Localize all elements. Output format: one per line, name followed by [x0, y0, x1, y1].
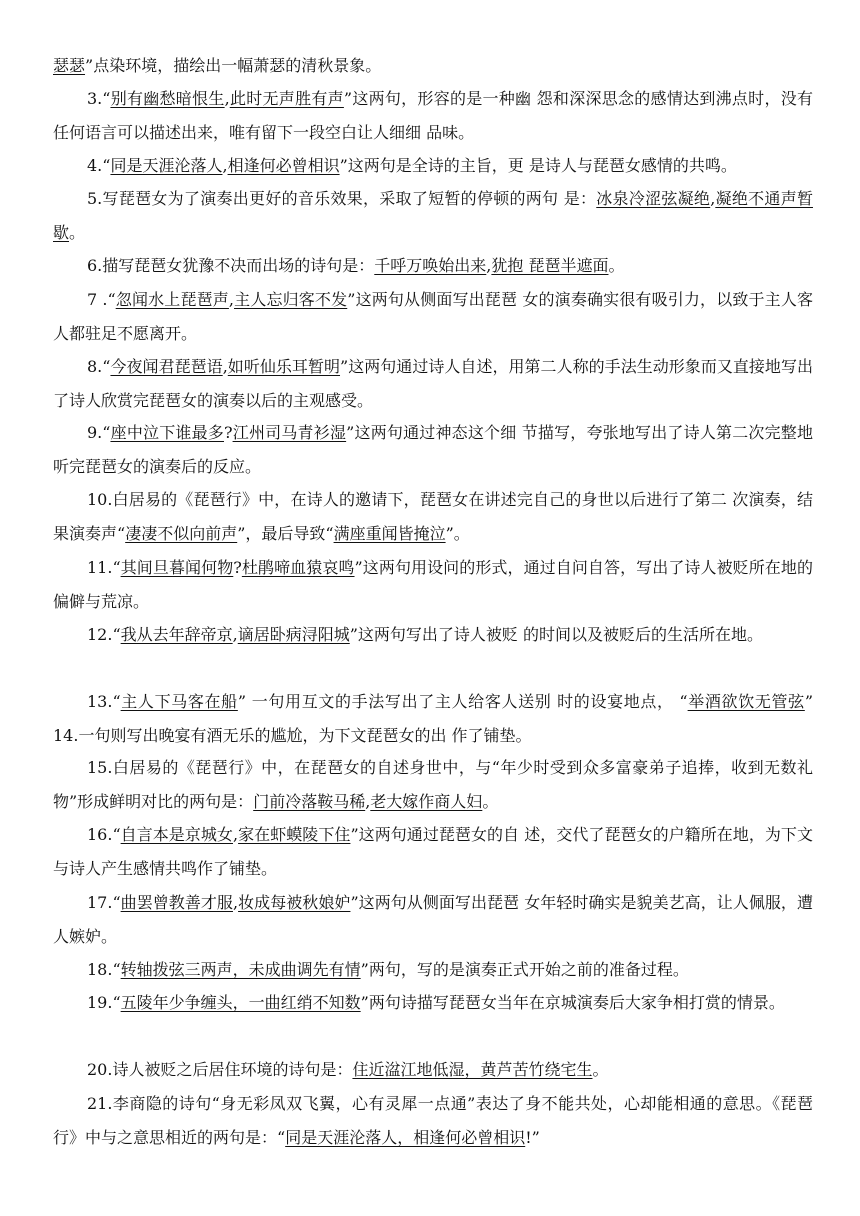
paragraph-item-19 [53, 986, 813, 1020]
underlined-answer: 冰泉冷涩弦凝绝 [596, 189, 711, 208]
paragraph-text: 。 [592, 1060, 609, 1079]
paragraph-text: ”这两句从侧面写出琵琶 女年轻时确实是貌美艺高，让人佩服，遭人嫉妒。 [53, 893, 813, 946]
paragraph-text: , [232, 625, 238, 644]
underlined-answer: 曲罢曾教善才服 [120, 893, 233, 912]
underlined-answer: 忽闻水上琵琶声 [115, 290, 229, 309]
underlined-answer: 此时无声胜有声 [229, 89, 344, 108]
paragraph-text: 5.写琵琶女为了演奏出更好的音乐效果，采取了短暂的停顿的两句 是： [87, 189, 597, 208]
paragraph-text: 10.白居易的《琵琶行》中，在诗人的邀请下，琵琶女在讲述完自己的身世以后进行了第二 次演奏，结果演奏声“ [53, 490, 813, 543]
paragraph-text: 16.“ [87, 825, 121, 844]
paragraph-text: ”，最后导致“ [237, 524, 334, 543]
underlined-answer: 同是天涯沦落人 [110, 156, 223, 175]
paragraph-text: , [222, 156, 228, 175]
paragraph-text: ”这两句是全诗的主旨，更 是诗人与琵琶女感情的共鸣。 [339, 156, 737, 175]
paragraph-item-18 [53, 953, 813, 987]
paragraph-text: ”两句，写的是演奏正式开始之前的准备过程。 [360, 960, 689, 979]
paragraph-text: 7 .“ [87, 290, 116, 309]
paragraph-text: ”这两句用设问的形式，通过自问自答，写出了诗人被贬所在地的偏僻与荒凉。 [53, 558, 813, 611]
paragraph-item-9 [53, 416, 813, 484]
paragraph-item-12 [53, 618, 813, 652]
paragraph-text: 20.诗人被贬之后居住环境的诗句是： [87, 1060, 353, 1079]
paragraph-text: ”点染环境，描绘出一幅萧瑟的清秋景象。 [85, 56, 382, 75]
underlined-answer: 满座重闻皆掩泣 [333, 524, 446, 543]
underlined-answer: 瑟瑟 [53, 56, 86, 75]
underlined-answer: 妆成每被秋娘妒 [238, 893, 351, 912]
paragraph-text: 6.描写琵琶女犹豫不决而出场的诗句是： [87, 256, 375, 275]
paragraph-text: ”这两句通过琵琶女的自 述，交代了琵琶女的户籍所在地，为下文与诗人产生感情共鸣作了铺垫。 [53, 825, 813, 878]
underlined-answer: 千呼万唤始出来 [374, 256, 487, 275]
paragraph-text: , [365, 792, 371, 811]
paragraph-item-17 [53, 886, 813, 954]
paragraph-text: , [228, 290, 235, 309]
underlined-answer: 凝绝不通声暂歇 [53, 189, 813, 242]
underlined-answer: 自言本是京城女 [120, 825, 233, 844]
paragraph-text: ”这两句，形容的是一种幽 怨和深深思念的感情达到沸点时，没有任何语言可以描述出来，唯有留下一段空白让人细细 品味。 [53, 89, 813, 142]
paragraph-text: ” 一句用互文的手法写出了主人给客人送别 时的设宴地点， “ [237, 692, 688, 711]
paragraph-item-15 [53, 751, 813, 819]
underlined-answer: 住近湓江地低湿，黄芦苦竹绕宅生 [352, 1060, 593, 1079]
underlined-answer: 相逢何必曾相识 [227, 156, 340, 175]
underlined-answer: 谪居卧病浔阳城 [237, 625, 350, 644]
underlined-answer: 主人忘归客不发 [234, 290, 348, 309]
underlined-answer: 老大嫁作商人妇 [370, 792, 483, 811]
paragraph-text: ”这两句通过神态这个细 节描写，夸张地写出了诗人第二次完整地听完琵琶女的演奏后的反应。 [53, 423, 813, 476]
paragraph-text: ” 14.一句则写出晚宴有酒无乐的尴尬，为下文琵琶女的出 作了铺垫。 [53, 692, 813, 745]
underlined-answer: 举酒欲饮无管弦 [687, 692, 805, 711]
underlined-answer: 同是天涯沦落人，相逢何必曾相识 [285, 1128, 526, 1147]
paragraph-text: , [232, 893, 239, 912]
underlined-answer: 五陵年少争缠头，一曲红绡不知数 [120, 993, 361, 1012]
paragraph-text: !” [525, 1128, 540, 1147]
paragraph-text: , [222, 357, 228, 376]
paragraph-text: 4.“ [87, 156, 111, 175]
paragraph-text: 11.“ [87, 558, 121, 577]
paragraph-item-7 [53, 283, 813, 351]
underlined-answer: 犹抱 琵琶半遮面 [491, 256, 609, 275]
paragraph-text: 12.“ [87, 625, 121, 644]
paragraph-item-10 [53, 483, 813, 551]
underlined-answer: 座中泣下谁最多 [110, 423, 224, 442]
paragraph-text: 8.“ [87, 357, 111, 376]
underlined-answer: 主人下马客在船 [120, 692, 238, 711]
paragraph-text: ? [233, 558, 242, 577]
paragraph-text: ”这两句从侧面写出琵琶 女的演奏确实很有吸引力，以致于主人客人都驻足不愿离开。 [53, 290, 813, 343]
paragraph-item-11 [53, 551, 813, 619]
paragraph-text: 。 [608, 256, 625, 275]
paragraph-text: 21.李商隐的诗句“身无彩凤双飞翼，心有灵犀一点通”表达了身不能共处，心却能相通的意思。《琵琶行》中与之意思相近的两句是：“ [53, 1094, 813, 1147]
underlined-answer: 门前冷落鞍马稀 [253, 792, 366, 811]
paragraph-text: 17.“ [87, 893, 121, 912]
paragraph-text: 18.“ [87, 960, 121, 979]
paragraph-text: 。 [482, 792, 499, 811]
paragraph-text: ”两句诗描写琵琶女当年在京城演奏后大家争相打赏的情景。 [360, 993, 785, 1012]
paragraph-text: , [710, 189, 716, 208]
paragraph-item-21 [53, 1087, 813, 1155]
underlined-answer: 转轴拨弦三两声，未成曲调先有情 [120, 960, 361, 979]
paragraph-item-5 [53, 182, 813, 250]
paragraph-text: 13.“ [87, 692, 121, 711]
paragraph-text: 15.白居易的《琵琶行》中，在琵琶女的自述身世中，与“年少时受到众多富豪弟子追捧，收到无数礼物”形成鲜明对比的两句是： [53, 758, 813, 811]
paragraph-item-8 [53, 350, 813, 418]
paragraph-item-3 [53, 82, 813, 150]
underlined-answer: 其间旦暮闻何物 [120, 558, 234, 577]
underlined-answer: 杜鹃啼血猿哀鸣 [241, 558, 355, 577]
paragraph-text: 19.“ [87, 993, 121, 1012]
paragraph-text: ”这两句写出了诗人被贬 的时间以及被贬后的生活所在地。 [349, 625, 764, 644]
paragraph-text: ? [224, 423, 233, 442]
paragraph-continuation [53, 49, 813, 83]
paragraph-text: , [232, 825, 239, 844]
paragraph-item-4 [53, 149, 813, 183]
underlined-answer: 家在虾蟆陵下住 [238, 825, 351, 844]
paragraph-text: 。 [69, 223, 86, 242]
underlined-answer: 如听仙乐耳暂明 [227, 357, 341, 376]
paragraph-item-6 [53, 249, 813, 283]
paragraph-item-16 [53, 818, 813, 886]
paragraph-text: 9.“ [87, 423, 111, 442]
underlined-answer: 别有幽愁暗恨生 [110, 89, 225, 108]
paragraph-text: , [224, 89, 230, 108]
paragraph-text: ”。 [445, 524, 470, 543]
paragraph-item-13 [53, 685, 813, 753]
underlined-answer: 今夜闻君琵琶语 [110, 357, 223, 376]
paragraph-item-20 [53, 1053, 813, 1087]
underlined-answer: 凄凄不似向前声 [125, 524, 238, 543]
paragraph-text: ”这两句通过诗人自述，用第二人称的手法生动形象而又直接地写出了诗人欣赏完琵琶女的演奏以后的主观感受。 [53, 357, 813, 410]
paragraph-text: , [486, 256, 492, 275]
underlined-answer: 我从去年辞帝京 [120, 625, 233, 644]
paragraph-text: 3.“ [87, 89, 111, 108]
underlined-answer: 江州司马青衫湿 [232, 423, 347, 442]
